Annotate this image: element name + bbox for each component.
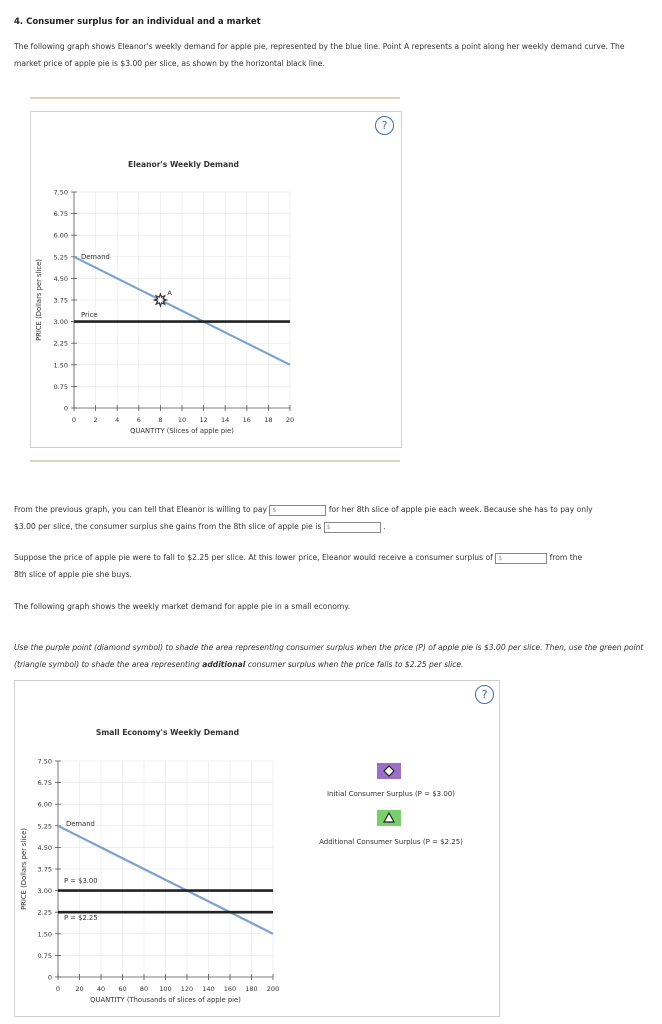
y-tick-label: 4.50 <box>53 274 68 283</box>
intro-text: The following graph shows Eleanor's weekly demand for apple pie, represented by the blue line. Point A represents a point along her weekly demand curve. The market price of apple pie is $3.00 per slice, as shown by the horizontal black line. <box>14 42 625 68</box>
x-tick-label: 16 <box>242 416 251 424</box>
y-tick-label: 6.75 <box>53 210 68 219</box>
y-tick-label: 3.75 <box>53 296 68 305</box>
y-tick-label: 0 <box>63 404 68 413</box>
y-tick-label: 4.50 <box>37 843 52 852</box>
demand-label: Demand <box>66 820 95 828</box>
willingness-to-pay-input[interactable]: $ <box>269 505 326 516</box>
green-triangle-tool[interactable] <box>377 810 401 826</box>
x-tick-label: 6 <box>136 416 141 424</box>
x-tick-label: 100 <box>159 985 172 993</box>
eleanor-graph-panel <box>30 111 402 448</box>
x-axis-label: QUANTITY (Thousands of slices of apple pie) <box>90 996 241 1004</box>
y-tick-label: 6.00 <box>53 231 68 240</box>
point-a-label: A <box>167 289 172 297</box>
diamond-icon <box>384 766 394 776</box>
initial-surplus-label: Initial Consumer Surplus (P = $3.00) <box>326 790 455 798</box>
market-intro-text: The following graph shows the weekly market demand for apple pie in a small economy. <box>14 602 351 611</box>
x-tick-label: 80 <box>139 985 149 993</box>
y-axis-label: PRICE (Dollars per slice) <box>20 828 28 910</box>
help-icon[interactable]: ? <box>375 116 394 135</box>
y-tick-label: 3.75 <box>37 865 52 874</box>
top-divider <box>30 97 400 99</box>
q1-text-2: for her 8th slice of apple pie each week. Because she has to pay only <box>328 505 593 514</box>
price-label: P = $2.25 <box>64 914 98 922</box>
x-tick-label: 20 <box>285 416 295 424</box>
y-tick-label: 6.75 <box>37 779 52 788</box>
y-tick-label: 0 <box>47 973 52 982</box>
y-axis-label: PRICE (Dollars per slice) <box>35 259 43 341</box>
question-2 <box>14 549 644 583</box>
y-tick-label: 1.50 <box>37 930 52 939</box>
x-tick-label: 4 <box>115 416 120 424</box>
x-tick-label: 12 <box>199 416 208 424</box>
x-tick-label: 8 <box>158 416 163 424</box>
y-tick-label: 0.75 <box>37 951 52 960</box>
y-tick-label: 2.25 <box>37 908 52 917</box>
help-icon[interactable]: ? <box>475 685 494 704</box>
y-tick-label: 7.50 <box>37 757 52 766</box>
x-tick-label: 20 <box>75 985 84 993</box>
y-tick-label: 7.50 <box>53 188 68 197</box>
additional-surplus-label: Additional Consumer Surplus (P = $2.25) <box>319 838 463 846</box>
x-tick-label: 18 <box>264 416 273 424</box>
market-demand-chart <box>15 681 499 1016</box>
q1-text-3: $3.00 per slice, the consumer surplus she gains from the 8th slice of apple pie is <box>14 522 322 531</box>
x-tick-label: 120 <box>180 985 194 993</box>
x-tick-label: 0 <box>71 416 77 424</box>
lower-price-surplus-input[interactable]: $ <box>495 553 547 564</box>
y-tick-label: 0.75 <box>53 382 68 391</box>
y-tick-label: 1.50 <box>53 361 68 370</box>
x-tick-label: 14 <box>221 416 230 424</box>
instructions-bold: additional <box>202 660 246 669</box>
x-tick-label: 2 <box>93 416 98 424</box>
x-tick-label: 200 <box>266 985 280 993</box>
point-a-marker <box>154 294 166 306</box>
price-label: Price <box>81 311 98 319</box>
purple-diamond-tool[interactable] <box>377 763 401 779</box>
q1-text-1: From the previous graph, you can tell that Eleanor is willing to pay <box>14 505 267 514</box>
x-tick-label: 10 <box>177 416 187 424</box>
x-tick-label: 180 <box>245 985 258 993</box>
y-tick-label: 5.25 <box>37 822 52 831</box>
price-label: P = $3.00 <box>64 877 98 885</box>
question-heading: 4. Consumer surplus for an individual and a market <box>14 17 261 27</box>
q1-text-4: . <box>383 522 386 531</box>
x-tick-label: 60 <box>118 985 127 993</box>
question-1 <box>14 501 644 535</box>
chart-title: Eleanor's Weekly Demand <box>128 160 239 169</box>
demand-label: Demand <box>81 253 110 261</box>
x-tick-label: 140 <box>202 985 215 993</box>
x-tick-label: 0 <box>55 985 61 993</box>
chart-title: Small Economy's Weekly Demand <box>95 728 240 737</box>
bottom-divider <box>30 460 400 462</box>
consumer-surplus-8th-input[interactable]: $ <box>324 522 381 533</box>
instructions-part-1: Use the purple point (diamond symbol) to shade the area representing consumer surplus when the price (P) of apple pie is $3.00 per slice. Then, use the green point (triangle symbol) to shade the area representing <box>14 643 644 669</box>
x-axis-label: QUANTITY (Slices of apple pie) <box>130 427 234 435</box>
q2-text-1: Suppose the price of apple pie were to fall to $2.25 per slice. At this lower price, Eleanor would receive a consumer surplus of <box>14 553 493 562</box>
eleanor-demand-chart <box>31 112 401 447</box>
triangle-icon <box>384 813 394 822</box>
y-tick-label: 6.00 <box>37 800 52 809</box>
x-tick-label: 40 <box>96 985 106 993</box>
y-tick-label: 3.00 <box>37 887 52 896</box>
x-tick-label: 160 <box>223 985 237 993</box>
q2-text-3: 8th slice of apple pie she buys. <box>14 570 133 579</box>
y-tick-label: 3.00 <box>53 318 68 327</box>
y-tick-label: 5.25 <box>53 253 68 262</box>
instructions-part-2: consumer surplus when the price falls to $2.25 per slice. <box>247 660 464 669</box>
instructions-text <box>14 639 644 673</box>
y-tick-label: 2.25 <box>53 339 68 348</box>
q2-text-2: from the <box>549 553 583 562</box>
market-graph-panel <box>14 680 500 1017</box>
